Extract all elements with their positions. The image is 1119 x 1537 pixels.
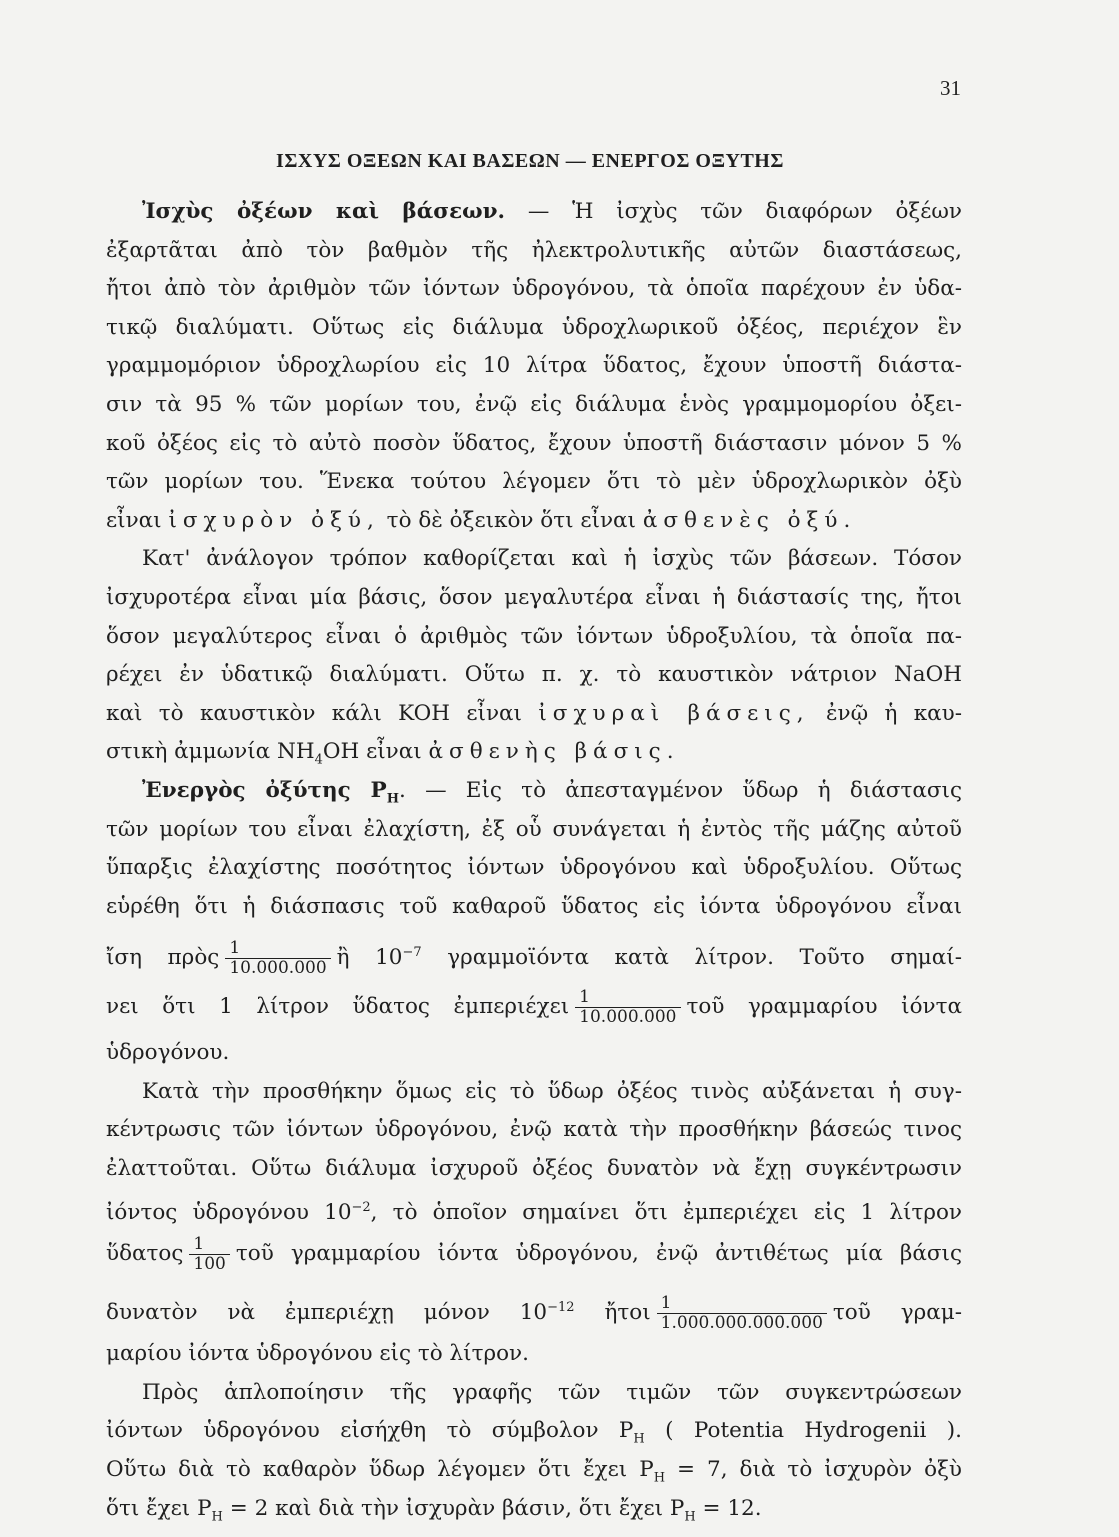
text-line: τῶν μορίων του. Ἕνεκα τούτου λέγομεν ὅτι τὸ μὲν ὑδροχλωρικὸν ὀξὺ: [106, 469, 962, 495]
text-line: ὕπαρξις ἐλαχίστης ποσότητος ἰόντων ὑδρογόνου καὶ ὑδροξυλίου. Οὕτως: [106, 855, 962, 881]
text-line: κέντρωσις τῶν ἰόντων ὑδρογόνου, ἐνῷ κατὰ τὴν προσθήκην βάσεώς τινος: [106, 1117, 962, 1143]
text-line: δυνατὸν νὰ ἐμπεριέχῃ μόνον $10^{-12}$ ἤτοι $\frac{1}{1.000.000.000.000}$ τοῦ γραμ-: [106, 1292, 962, 1333]
text-line: στικὴ ἀμμωνία $NH_4OH$ εἶναι ἀσθενὴς βάσις.: [106, 739, 680, 768]
text-line: ἤτοι ἀπὸ τὸν ἀριθμὸν τῶν ἰόντων ὑδρογόνου, τὰ ὁποῖα παρέχουν ἐν ὑδα-: [106, 276, 962, 302]
text-line: ἐξαρτᾶται ἀπὸ τὸν βαθμὸν τῆς ἠλεκτρολυτικῆς αὐτῶν διαστάσεως,: [106, 237, 962, 263]
text-line: εἶναι ἰσχυρὸν ὀξύ, τὸ δὲ ὀξεικὸν ὅτι εἶναι ἀσθενὲς ὀξύ.: [106, 507, 857, 533]
text-line: ἰόντων ὑδρογόνου εἰσήχθη τὸ σύμβολον $P_H$ ( Potentia Hydrogenii ).: [106, 1418, 962, 1447]
text-line: Πρὸς ἁπλοποίησιν τῆς γραφῆς τῶν τιμῶν τῶν συγκεντρώσεων: [142, 1379, 962, 1405]
body-text: [106, 193, 962, 1528]
fraction: $\frac{1}{10.000.000}$: [575, 988, 680, 1027]
text-line: κοῦ ὀξέος εἰς τὸ αὐτὸ ποσὸν ὕδατος, ἔχουν ὑποστῆ διάστασιν μόνον 5 %: [106, 430, 962, 456]
section-title-acidity: Ἐνεργὸς ὀξύτης $P_H$: [142, 777, 400, 807]
text-line: Ἐνεργὸς ὀξύτης $P_H$. — Εἰς τὸ ἀπεσταγμένον ὕδωρ ἡ διάστασις: [142, 777, 963, 807]
spaced-emphasis: ἀσθενὴς βάσις.: [428, 739, 680, 765]
text-line: ὅσον μεγαλύτερος εἶναι ὁ ἀριθμὸς τῶν ἰόντων ὑδροξυλίου, τὰ ὁποῖα πα-: [106, 623, 962, 649]
text-line: ἴση πρὸς $\frac{1}{10.000.000}$ ἢ $10^{-7}$ γραμμοϊόντα κατὰ λίτρον. Τοῦτο σημαί-: [106, 937, 962, 978]
text-line: ἰόντος ὑδρογόνου $10^{-2}$, τὸ ὁποῖον σημαίνει ὅτι ἐμπεριέχει εἰς 1 λίτρον: [106, 1199, 963, 1225]
text-line: εὑρέθη ὅτι ἡ διάσπασις τοῦ καθαροῦ ὕδατος εἰς ἰόντα ὑδρογόνου εἶναι: [106, 893, 962, 919]
text-line: γραμμομόριον ὑδροχλωρίου εἰς 10 λίτρα ὕδατος, ἔχουν ὑποστῆ διάστα-: [106, 353, 962, 379]
chapter-heading: ΙΣΧΥΣ ΟΞΕΩΝ ΚΑΙ ΒΑΣΕΩΝ — ΕΝΕΡΓΟΣ ΟΞΥΤΗΣ: [276, 150, 784, 172]
text-line: Ἰσχὺς ὀξέων καὶ βάσεων. — Ἡ ἰσχὺς τῶν διαφόρων ὀξέων: [142, 199, 962, 224]
fraction: $\frac{1}{10.000.000}$: [225, 939, 330, 978]
text-line: ἐλαττοῦται. Οὕτω διάλυμα ἰσχυροῦ ὀξέος δυνατὸν νὰ ἔχῃ συγκέντρωσιν: [106, 1156, 962, 1182]
text-line: ἰσχυροτέρα εἶναι μία βάσις, ὅσον μεγαλυτέρα εἶναι ἡ διάστασίς της, ἤτοι: [106, 584, 962, 610]
text-line: Κατ' ἀνάλογον τρόπον καθορίζεται καὶ ἡ ἰσχὺς τῶν βάσεων. Τόσον: [142, 546, 962, 572]
text-line: Κατὰ τὴν προσθήκην ὅμως εἰς τὸ ὕδωρ ὀξέος τινὸς αὐξάνεται ἡ συγ-: [142, 1078, 962, 1104]
text-line: καὶ τὸ καυστικὸν κάλι KOH εἶναι ἰσχυραὶ βάσεις, ἐνῷ ἡ καυ-: [106, 700, 963, 726]
text-line: ὑδρογόνου.: [106, 1040, 230, 1066]
fraction: $\frac{1}{100}$: [189, 1235, 229, 1274]
fraction: $\frac{1}{1.000.000.000.000}$: [657, 1294, 827, 1333]
page-number: 31: [940, 76, 961, 100]
text-line: ὅτι ἔχει $P_H = 2$ καὶ διὰ τὴν ἰσχυρὰν βάσιν, ὅτι ἔχει $P_H = 12$.: [106, 1495, 762, 1524]
spaced-emphasis: ἰσχυρὸν ὀξύ,: [168, 507, 380, 533]
text-line: Οὕτω διὰ τὸ καθαρὸν ὕδωρ λέγομεν ὅτι ἔχει $P_H = 7$, διὰ τὸ ἰσχυρὸν ὀξὺ: [106, 1457, 962, 1486]
section-title-strength: Ἰσχὺς ὀξέων καὶ βάσεων.: [142, 199, 506, 224]
text-line: τῶν μορίων του εἶναι ἐλαχίστη, ἐξ οὗ συνάγεται ἡ ἐντὸς τῆς μάζης αὐτοῦ: [106, 816, 962, 842]
text-line: τικῷ διαλύματι. Οὕτως εἰς διάλυμα ὑδροχλωρικοῦ ὀξέος, περιέχον ἓν: [106, 314, 962, 340]
spaced-emphasis: ἀσθενὲς ὀξύ.: [642, 507, 857, 533]
text-line: ρέχει ἐν ὑδατικῷ διαλύματι. Οὕτω π. χ. τὸ καυστικὸν νάτριον NaOH: [106, 662, 962, 688]
text-line: ὕδατος $\frac{1}{100}$ τοῦ γραμμαρίου ἰόντα ὑδρογόνου, ἐνῷ ἀντιθέτως μία βάσις: [106, 1233, 962, 1274]
text-line: σιν τὰ 95 % τῶν μορίων του, ἐνῷ εἰς διάλυμα ἑνὸς γραμμομορίου ὀξει-: [106, 391, 962, 417]
spaced-emphasis: ἰσχυραὶ βάσεις,: [538, 700, 810, 726]
text-line: μαρίου ἰόντα ὑδρογόνου εἰς τὸ λίτρον.: [106, 1341, 529, 1367]
text-line: νει ὅτι 1 λίτρον ὕδατος ἐμπεριέχει $\frac{1}{10.000.000}$ τοῦ γραμμαρίου ἰόντα: [106, 986, 963, 1027]
